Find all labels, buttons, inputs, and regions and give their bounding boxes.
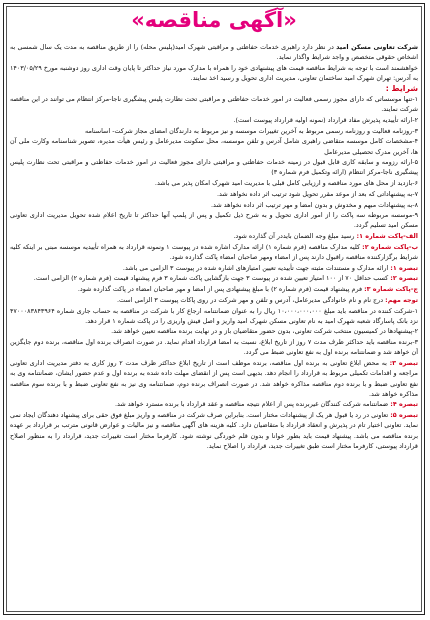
condition-item: ۶-بازدید از محل های مورد مناقصه و ارزیابی کامل قبلی با مدیریت امید شهرک امکان پذیر می باشد. [154, 179, 418, 188]
final-note-5 [10, 410, 418, 451]
envelope-c-item: ۳-برنده مناقصه باید حداکثر ظرف مدت ۷ روز از تاریخ ابلاغ، نسبت به امضا قرارداد اقدام نماید. در صورت انصراف برنده اول مناقصه، برنده دوم جایگزین آن خواهد شد و ضمانتنامه برنده اول به نفع تعاونی ضبط می گردد. [10, 338, 418, 357]
intro-paragraph [10, 42, 418, 62]
notice-frame [3, 3, 425, 615]
final-note-4 [10, 399, 418, 409]
envelope-a-label: الف-پاکت شماره ۱: [356, 232, 418, 241]
intro-paragraph-2: خواهشمند است با توجه به شرایط مناقصه قیمت های پیشنهادی خود را همراه با مدارک مورد نیاز حداکثر تا پایان وقت اداری روز دوشنبه مورخ ۱۴۰۳/۰۵/۲۹ به آدرس: تهران شهرک امید ساختمان تعاونی، مدیریت اداری تحویل و رسید اخذ نمایند. [10, 63, 418, 83]
condition-item: ۸-به پیشنهادات مبهم و مخدوش و بدون امضا و مهر ترتیب اثر داده نخواهد شد. [211, 200, 418, 209]
condition-item: ۱-تنها موسساتی که دارای مجوز رسمی فعالیت در امور خدمات حفاظتی و مراقبتی تحت نظارت پلیس پیشگیری ناجا-مرکز انتظام می توانند در این مناقصه شرکت نمایند. [10, 95, 418, 114]
final-note-4-text: ضمانتنامه شرکت کنندگان غیربرنده پس از اعلام نتیجه مناقصه و عقد قرارداد با برنده مسترد خواهد شد. [115, 400, 391, 409]
final-note-5-text: تعاونی در رد یا قبول هر یک از پیشنهادات مختار است. بنابراین صرف شرکت در مناقصه و واریز مبلغ فوق حقی برای پیشنهاد دهندگان ایجاد نمی نماید. تعاونی اختیار تام در پذیرش و انعقاد قرارداد با متقاضیان دارد. کلیه هزینه های آگهی مناقصه و نیز مالیات و عوارض قانونی مترتب بر قرارداد بر عهده برنده مناقصه می باشد. پیشنهاد قیمت باید بطور خوانا و بدون قلم خوردگی نوشته شود. کارفرما مختار است تغییرات جدید، قرارداد را به منظور اصلاح قرارداد پیوستی، کارفرما مختار است طبق تغییرات جدید، قرارداد را اصلاح نماید. [10, 411, 418, 450]
note-1 [10, 263, 418, 273]
note-1-text: ارائه مدارک و مستندات مثبته جهت تأییدیه تعیین امتیازهای اشاره شده در پیوست ۳ الزامی می باشد. [122, 263, 391, 272]
conditions-list [10, 94, 418, 231]
note-2-text: کسب حداقل ۷۰ از ۱۰۰ امتیاز تعیین شده در پیوست ۳ جهت بازگشایی پاکت شماره ۳ فرم پیشنهاد قیمت (فرم شماره ۲) الزامی است. [33, 274, 391, 283]
final-note-5-label: تبصره ۵: [390, 411, 418, 420]
note-2 [10, 273, 418, 283]
condition-item: ۴-مشخصات کامل موسسه متقاضی راهبری شامل آدرس و تلفن موسسه، محل سکونت مدیرعامل و رئیس هیأت مدیره، تصویر شناسنامه وکارت ملی آن ها، آخرین مدرک تحصیلی مدیرعامل [10, 137, 418, 156]
important-note-label: توجه مهم: [385, 295, 418, 304]
company-name: شرکت تعاونی مسکن امید [336, 43, 418, 51]
envelope-c-text: فرم پیشنهاد قیمت (فرم شماره ۲) با مبلغ پیشنهادی پس از امضا و مهر صاحبان امضاء در پاکت گذارده شود. [77, 285, 363, 294]
envelope-c [10, 284, 418, 294]
final-note-4-label: تبصره ۴: [390, 400, 418, 409]
envelope-c-label: ج-پاکت شماره ۳: [364, 285, 418, 294]
note-1-label: تبصره ۱: [390, 263, 418, 272]
important-note-text: درج نام و نام خانوادگی مدیرعامل، آدرس و تلفن و مهر شرکت در روی پاکات پیوست ۳ الزامی است. [117, 295, 386, 304]
condition-item: ۲-ارائه تأییدیه پذیرش مفاد قرارداد (نمونه اولیه قرارداد پیوست است). [233, 115, 418, 124]
envelope-a-text: رسید مبلغ وجه الضمان بایددر آن گذارده شود. [233, 232, 355, 241]
envelope-b-label: ب-پاکت شماره ۲: [362, 242, 418, 251]
note-2-label: تبصره ۲: [390, 274, 418, 283]
condition-item: ۳-روزنامه فعالیت و روزنامه رسمی مربوط به آخرین تغییرات موسسه و نیز مربوط به دارندگان امضای مجاز شرکت- اساسنامه [85, 126, 418, 135]
final-note-3 [10, 358, 418, 399]
notice-title: «آگهی مناقصه» [131, 8, 297, 32]
final-note-3-text: به محض ابلاغ تعاونی به برنده اول مناقصه، برنده موظف است از تاریخ ابلاغ حداکثر ظرف مدت ۲ روز کاری به دفتر مدیریت اداری تعاونی مراجعه و اقدامات تکمیلی مربوط به قرارداد را انجام دهد. بدیهی است پس از انقضای مهلت داده شده به برنده اول و عدم حضور ایشان، ضمانتنامه وی به نفع تعاونی ضبط و با برنده دوم مناقصه مذاکره خواهد شد. در صورت انصراف برنده دوم، ضمانتنامه وی نیز به نفع تعاونی ضبط و با برنده سوم مناقصه مذاکره خواهد شد. [10, 359, 418, 398]
important-note [10, 295, 418, 305]
envelope-a [10, 231, 418, 241]
envelope-c-item: ۲-پیشنهادها در کمیسیون منتخب شرکت تعاونی، بدون حضور متقاضیان باز و در نهایت برنده مناقصه تعیین خواهد شد. [111, 327, 418, 336]
condition-item: ۹-موسسه مربوطه سه پاکت را از امور اداری تحویل و به شرح ذیل تکمیل و پس از پلمپ آنها حداکثر تا تاریخ اعلام شده تحویل مدیریت اداری تعاونی مسکن امید تسلیم گردد. [10, 211, 418, 230]
envelope-b-text: کلیه مدارک مناقصه (فرم شماره ۱) ارائه مدارک اشاره شده در پیوست ۱ ونمونه قرارداد به همراه تأییدیه موسسه مبنی بر اینکه کلیه شرایط برگزارکننده مناقصه راقبول دارند پس از امضاء ومهر صاحبان امضاء پاکت گذارده شود. [10, 242, 418, 262]
condition-item: ۵-ارائه رزومه و سابقه کاری قابل قبول در زمینه خدمات حفاظتی و مراقبتی دارای مجوز فعالیت در امور خدمات حفاظتی و مراقبتی تحت نظارت پلیس پیشگیری ناجا-مرکز انتظام (ارائه وتکمیل فرم شماره ۳) [10, 158, 418, 177]
conditions-heading: شرایط : [385, 83, 418, 93]
intro-text-1: در نظر دارد راهبری خدمات حفاظتی و مراقبتی شهرک امید(پلیس محله) را از طریق مناقصه به مدت یک سال شمسی به اشخاص حقوقی متخصص و واجد شرایط واگذار نماید. [10, 43, 418, 62]
envelope-c-item: ۱-شرکت کننده در مناقصه باید مبلغ ۱۰،۰۰۰،۰۰۰،۰۰۰ ریال را به عنوان ضمانتنامه ارجاع کار با شرکت در مناقصه به حساب جاری شماره ۴۷۰۰۰۸۳۸۴۳۹۶۴ نزد بانک پاسارگاد شعبه شهرک امید به نام تعاونی مسکن شهرک امید واریز و اصل فیش واریزی را در پاکت شماره ۱ قرار دهد. [10, 306, 418, 325]
notice-body [10, 42, 418, 610]
final-note-3-label: تبصره ۳: [389, 359, 418, 368]
envelope-b [10, 242, 418, 262]
condition-item: ۷-به پیشنهاداتی که بعد از موعد مقرر تحویل شود ترتیب اثر داده نخواهد شد. [217, 189, 418, 198]
